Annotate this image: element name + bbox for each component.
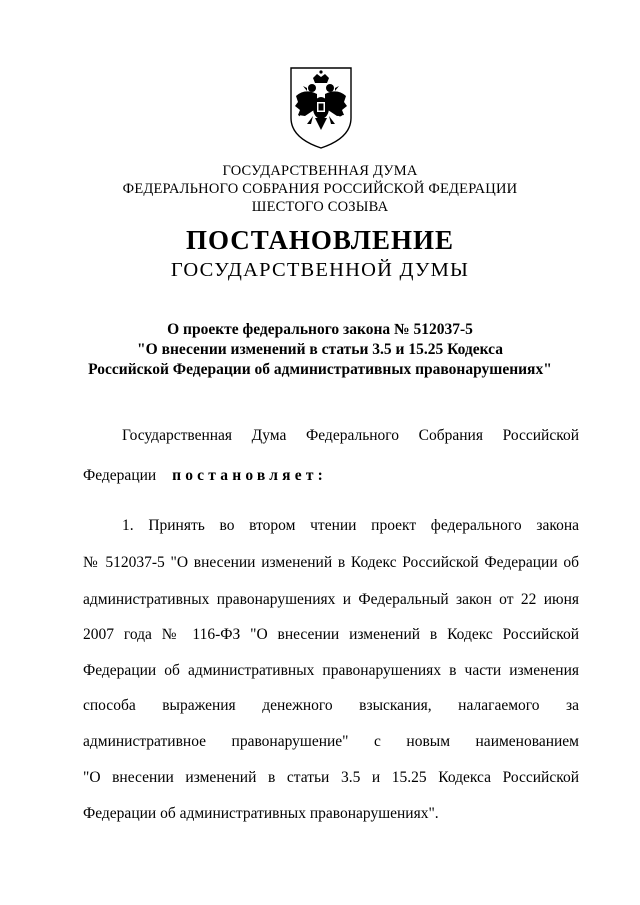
point-line: способа выражения денежного взыскания, налагаемого за bbox=[83, 697, 579, 714]
subject-line-3: Российской Федерации об административных правонарушениях" bbox=[88, 361, 552, 378]
document-title: ПОСТАНОВЛЕНИЕ bbox=[185, 225, 455, 255]
point-line: административных правонарушениях и Федеральный закон от 22 июня bbox=[83, 591, 579, 608]
subject-line-2: "О внесении изменений в статьи 3.5 и 15.25 Кодекса bbox=[137, 341, 503, 358]
coat-of-arms-icon bbox=[287, 66, 355, 150]
point-line: административное правонарушение" с новым наименованием bbox=[83, 733, 579, 750]
point-line: "О внесении изменений в статьи 3.5 и 15.25 Кодекса Российской bbox=[83, 769, 579, 786]
point-line: 2007 года № 116-ФЗ "О внесении изменений в Кодекс Российской bbox=[83, 626, 579, 643]
preamble-line-2 bbox=[83, 468, 579, 484]
header-line-3: ШЕСТОГО СОЗЫВА bbox=[251, 199, 389, 215]
document-subtitle: ГОСУДАРСТВЕННОЙ ДУМЫ bbox=[170, 259, 470, 281]
preamble-decree: постановляет: bbox=[172, 467, 327, 484]
preamble-line-1: Государственная Дума Федерального Собрания Российской bbox=[122, 427, 579, 444]
subject-line-1: О проекте федерального закона № 512037-5 bbox=[167, 321, 473, 338]
preamble-start: Федерации bbox=[83, 467, 157, 484]
header-line-1: ГОСУДАРСТВЕННАЯ ДУМА bbox=[222, 163, 418, 179]
point-line: Федерации об административных правонарушениях в части изменения bbox=[83, 662, 579, 679]
point-line: 1. Принять во втором чтении проект федерального закона bbox=[122, 517, 579, 534]
point-line: № 512037-5 "О внесении изменений в Кодекс Российской Федерации об bbox=[83, 554, 579, 571]
point-line: Федерации об административных правонарушениях". bbox=[83, 805, 439, 822]
header-line-2: ФЕДЕРАЛЬНОГО СОБРАНИЯ РОССИЙСКОЙ ФЕДЕРАЦИИ bbox=[122, 181, 518, 197]
